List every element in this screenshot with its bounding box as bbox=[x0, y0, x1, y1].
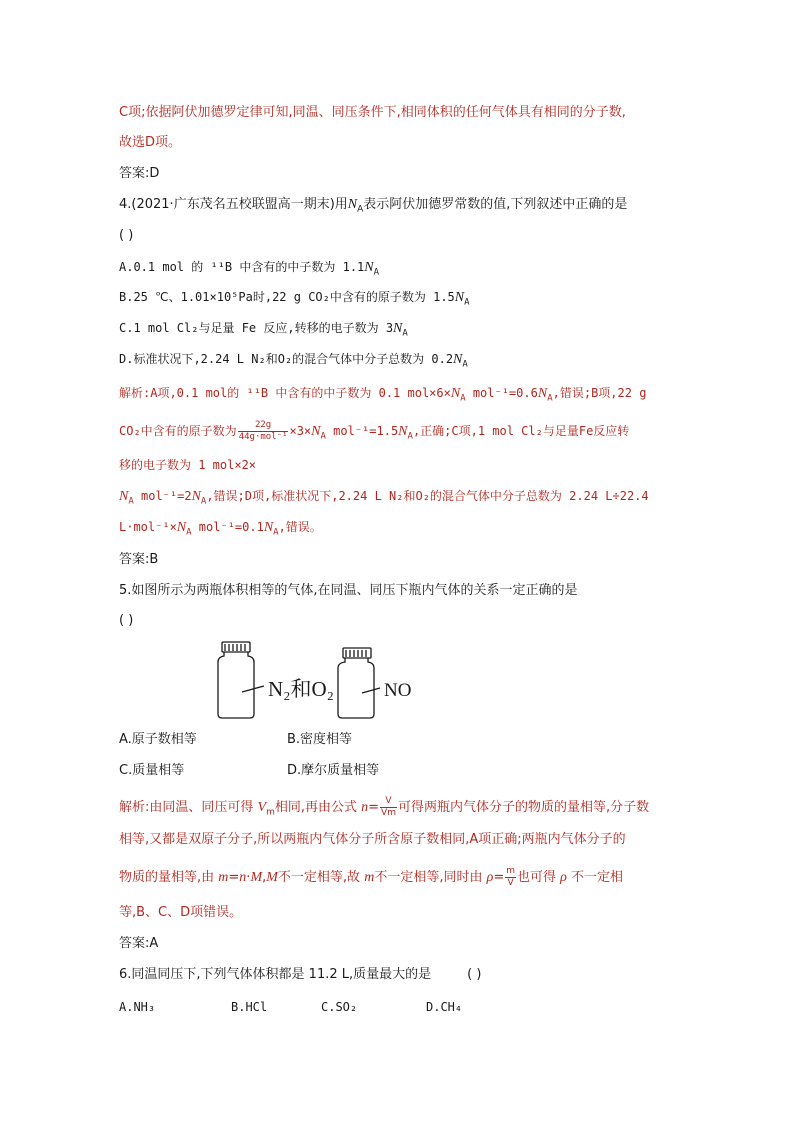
bottle-2-label: NO bbox=[384, 680, 412, 701]
q5-options-row2 bbox=[119, 759, 679, 778]
fraction-denominator: 44g·mol⁻¹ bbox=[238, 432, 288, 442]
vm-subscript: m bbox=[266, 807, 275, 818]
gas-bottles-figure bbox=[212, 638, 422, 724]
bottle-2 bbox=[338, 648, 380, 718]
q5-options-row1 bbox=[119, 728, 679, 747]
na-symbol: N bbox=[176, 520, 187, 535]
na-symbol: N bbox=[454, 290, 465, 305]
na-symbol: N bbox=[191, 489, 201, 504]
q4-analysis-line2 bbox=[119, 420, 629, 443]
q4-option-d-text: D.标准状况下,2.24 L N₂和O₂的混合气体中分子总数为 0.2 bbox=[119, 352, 454, 366]
q3-analysis-line1: C项;依据阿伏加德罗定律可知,同温、同压条件下,相同体积的任何气体具有相同的分子数, bbox=[119, 105, 626, 120]
q4-answer: 答案:B bbox=[119, 552, 159, 567]
na-symbol: N bbox=[263, 520, 274, 535]
q3-analysis-line2: 故选D项。 bbox=[119, 135, 182, 150]
q5-analysis-line3 bbox=[119, 866, 623, 889]
na-symbol: N bbox=[347, 197, 358, 212]
rho-symbol: ρ bbox=[560, 870, 567, 885]
na-symbol: N bbox=[398, 424, 408, 439]
na-subscript: A bbox=[373, 267, 380, 278]
fraction-denominator: V bbox=[507, 878, 514, 888]
na-subscript: A bbox=[128, 496, 134, 507]
q5-analysis-line2: 相等,又都是双原子分子,所以两瓶内气体分子所含原子数相同,A项正确;两瓶内气体分子的 bbox=[119, 832, 626, 847]
q5-analysis-line1 bbox=[119, 796, 649, 819]
text: ,错误;B项,22 g bbox=[552, 386, 647, 400]
molar-mass-symbol: M bbox=[266, 870, 278, 885]
n-formula-fraction bbox=[380, 796, 397, 819]
q4-analysis-line1 bbox=[119, 384, 646, 403]
m-symbol: m bbox=[364, 870, 375, 885]
q5-blank: ( ) bbox=[119, 613, 134, 628]
text: ,正确;C项,1 mol Cl₂与足量Fe反应转 bbox=[412, 424, 630, 438]
q5-option-b: B.密度相等 bbox=[287, 732, 353, 747]
text: 解析:A项,0.1 mol的 ¹¹B 中含有的中子数为 0.1 mol×6× bbox=[119, 386, 451, 400]
na-symbol: N bbox=[311, 424, 321, 439]
q4-analysis-line4 bbox=[119, 487, 649, 506]
bottle-1-label: N₂和O₂ bbox=[268, 677, 334, 701]
fraction-numerator: m bbox=[506, 866, 515, 876]
rho-symbol: ρ bbox=[486, 870, 494, 885]
q6-option-c: C.SO₂ bbox=[321, 1000, 358, 1014]
text: = bbox=[228, 870, 240, 885]
q4-stem bbox=[119, 196, 627, 214]
q6-stem bbox=[119, 966, 481, 984]
na-symbol: N bbox=[537, 386, 548, 401]
m-symbol: m bbox=[218, 870, 229, 885]
q3-answer: 答案:D bbox=[119, 166, 160, 181]
n-symbol: n bbox=[239, 870, 247, 885]
na-symbol: N bbox=[450, 386, 461, 401]
na-subscript: A bbox=[273, 527, 279, 538]
text: , bbox=[262, 870, 267, 885]
na-symbol: N bbox=[364, 260, 374, 275]
fraction-numerator: V bbox=[380, 796, 397, 808]
text: 不一定相 bbox=[566, 870, 624, 885]
molar-fraction bbox=[238, 420, 289, 443]
na-subscript: A bbox=[186, 527, 192, 538]
q4-analysis-line5 bbox=[119, 518, 322, 537]
text: 也可得 bbox=[517, 870, 561, 885]
bottle-1 bbox=[218, 642, 264, 718]
q4-option-c bbox=[119, 319, 408, 338]
equals-sign: = bbox=[493, 870, 505, 885]
na-symbol: N bbox=[393, 321, 403, 336]
text: 不一定相等,同时由 bbox=[374, 870, 487, 885]
q6-blank: ( ) bbox=[467, 967, 482, 982]
n-symbol: n bbox=[361, 800, 369, 815]
q5-analysis-line4: 等,B、C、D项错误。 bbox=[119, 905, 243, 920]
na-symbol: N bbox=[453, 352, 463, 367]
q6-option-a: A.NH₃ bbox=[119, 1000, 156, 1014]
q6-option-d: D.CH₄ bbox=[426, 1000, 463, 1014]
text: CO₂中含有的原子数为 bbox=[119, 424, 237, 438]
text: 物质的量相等,由 bbox=[119, 870, 219, 885]
text: mol⁻¹=0.1 bbox=[191, 520, 264, 534]
na-subscript: A bbox=[200, 496, 207, 507]
text: ×3× bbox=[289, 424, 312, 438]
q5-option-d: D.摩尔质量相等 bbox=[287, 763, 380, 778]
na-subscript: A bbox=[460, 393, 466, 404]
na-subscript: A bbox=[464, 297, 470, 308]
q6-option-b: B.HCl bbox=[231, 1000, 268, 1014]
fraction-numerator: 22g bbox=[238, 420, 289, 432]
text: 不一定相等,故 bbox=[277, 870, 365, 885]
q5-stem: 5.如图所示为两瓶体积相等的气体,在同温、同压下瓶内气体的关系一定正确的是 bbox=[119, 583, 578, 598]
q5-option-c: C.质量相等 bbox=[119, 763, 185, 778]
na-subscript: A bbox=[547, 393, 553, 404]
q4-stem-prefix: 4.(2021·广东茂名五校联盟高一期末)用 bbox=[119, 197, 348, 212]
q4-option-b-text: B.25 ℃、1.01×10⁵Pa时,22 g CO₂中含有的原子数为 1.5 bbox=[119, 290, 455, 304]
molar-mass-symbol: M bbox=[250, 870, 263, 885]
q5-option-a: A.原子数相等 bbox=[119, 732, 197, 747]
q4-option-a bbox=[119, 258, 379, 277]
na-subscript: A bbox=[320, 431, 326, 442]
text: 相同,再由公式 bbox=[274, 800, 362, 815]
fraction-denominator: Vm bbox=[381, 808, 396, 818]
text: mol⁻¹=0.6 bbox=[465, 386, 538, 400]
text: mol⁻¹=2 bbox=[133, 489, 192, 503]
text: L·mol⁻¹× bbox=[119, 520, 177, 534]
density-fraction bbox=[505, 866, 516, 889]
q4-option-b bbox=[119, 288, 470, 307]
na-symbol: N bbox=[119, 489, 129, 504]
vm-symbol: V bbox=[257, 800, 267, 815]
q4-stem-suffix: 表示阿伏加德罗常数的值,下列叙述中正确的是 bbox=[363, 197, 628, 212]
equals-sign: = bbox=[368, 800, 380, 815]
na-subscript: A bbox=[402, 328, 408, 339]
q4-option-d bbox=[119, 350, 468, 369]
q5-answer: 答案:A bbox=[119, 936, 159, 951]
text: 解析:由同温、同压可得 bbox=[119, 800, 258, 815]
text: 可得两瓶内气体分子的物质的量相等,分子数 bbox=[397, 800, 650, 815]
q4-blank: ( ) bbox=[119, 228, 134, 243]
q6-stem-text: 6.同温同压下,下列气体体积都是 11.2 L,质量最大的是 bbox=[119, 967, 432, 982]
na-subscript: A bbox=[407, 431, 413, 442]
q4-option-c-text: C.1 mol Cl₂与足量 Fe 反应,转移的电子数为 3 bbox=[119, 321, 394, 335]
text: ,错误;D项,标准状况下,2.24 L N₂和O₂的混合气体中分子总数为 2.24 L÷22.4 bbox=[206, 489, 649, 503]
text: mol⁻¹=1.5 bbox=[325, 424, 399, 438]
q4-analysis-line3: 移的电子数为 1 mol×2× bbox=[119, 458, 257, 472]
na-subscript: A bbox=[462, 359, 468, 370]
na-subscript: A bbox=[357, 204, 364, 215]
text: · bbox=[246, 870, 251, 885]
q6-options bbox=[119, 1000, 679, 1014]
text: ,错误。 bbox=[278, 520, 322, 534]
q4-option-a-text: A.0.1 mol 的 ¹¹B 中含有的中子数为 1.1 bbox=[119, 260, 365, 274]
